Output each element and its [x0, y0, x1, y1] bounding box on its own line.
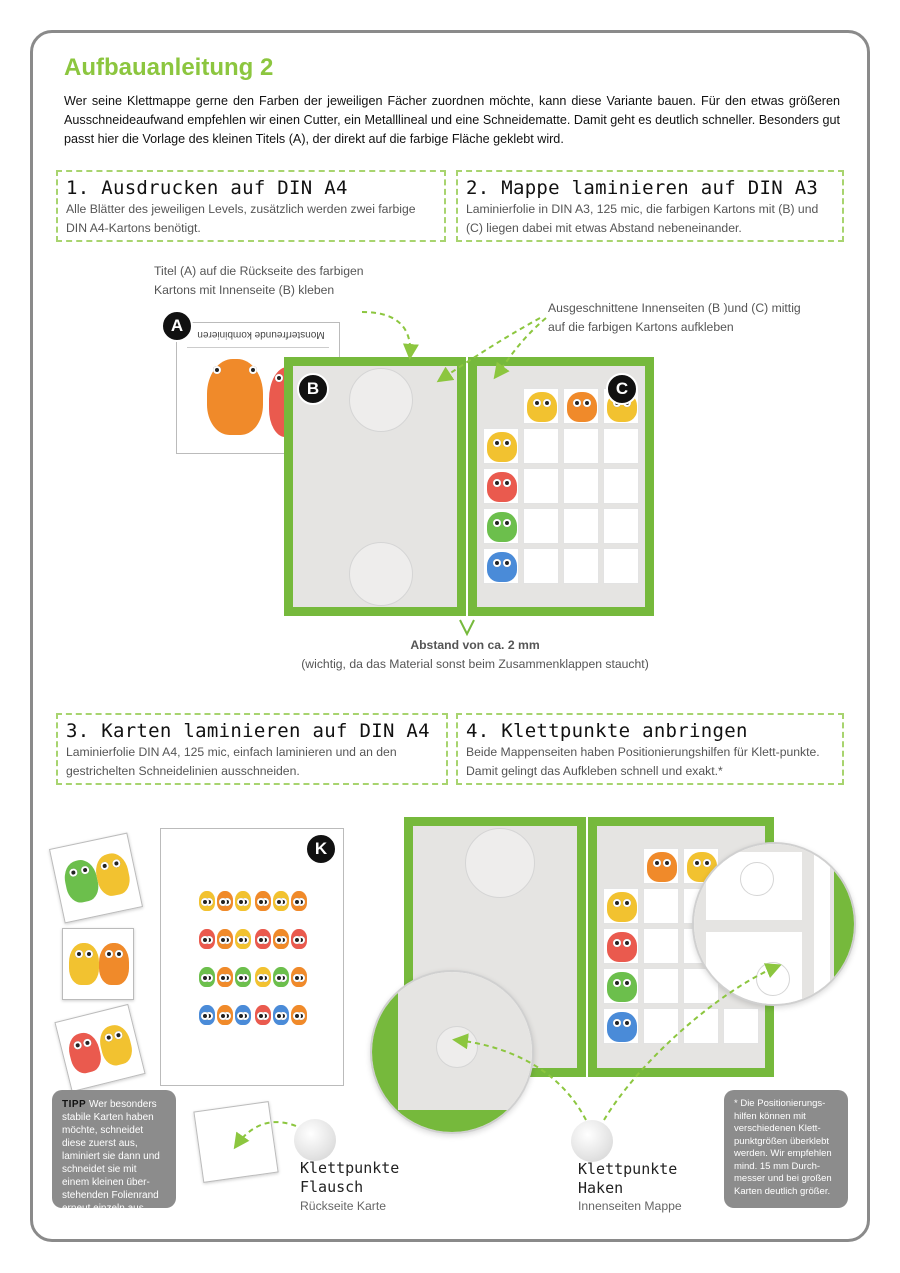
badge-k: K	[305, 833, 337, 865]
velcro-hook-sub: Innenseiten Mappe	[578, 1199, 682, 1213]
step-3-title: 3. Karten laminieren auf DIN A4	[66, 720, 430, 742]
tip-text: Wer besonders stabile Karten haben möchte, schneidet diese zuerst aus, laminiert sie dann und schneidet sie mit einem kleinen über-stehenden Folienrand erneut einzeln aus.	[62, 1099, 160, 1214]
badge-b: B	[297, 373, 329, 405]
badge-a: A	[161, 310, 193, 342]
page-title: Aufbauanleitung 2	[64, 54, 274, 81]
velcro-hook-label2: Haken	[578, 1179, 624, 1197]
step-2-title: 2. Mappe laminieren auf DIN A3	[466, 177, 819, 199]
intro-text: Wer seine Klettmappe gerne den Farben der jeweiligen Fächer zuordnen möchte, kann diese Variante bauen. Für den etwas größeren Ausschneideaufwand empfehlen wir einen Cutter, ein Metalllineal und eine Schneidematte. Damit geht es deutlich schneller. Besonders gut passt hier die Vorlage des kleinen Titels (A), der direkt auf die farbige Fläche geklebt wird.	[64, 94, 840, 146]
badge-c: C	[606, 373, 638, 405]
tip-label: TIPP	[62, 1099, 87, 1110]
velcro-soft-label1: Klettpunkte	[300, 1159, 400, 1177]
step-3-text: Laminierfolie DIN A4, 125 mic, einfach laminieren und an den gestrichelten Schneidelinien ausschneiden.	[66, 745, 397, 778]
step-1-text: Alle Blätter des jeweiligen Levels, zusätzlich werden zwei farbige DIN A4-Kartons benötigt.	[66, 202, 416, 235]
step-4-text: Beide Mappenseiten haben Positionierungshilfen für Klett-punkte. Damit gelingt das Aufkleben schnell und exakt.*	[466, 745, 820, 778]
gap-marker	[460, 620, 474, 634]
arrow-hook-right	[604, 966, 778, 1120]
gap-caption-note: (wichtig, da das Material sonst beim Zusammenklappen staucht)	[301, 657, 649, 671]
caption-title-a: Titel (A) auf die Rückseite des farbigen Kartons mit Innenseite (B) kleben	[154, 264, 364, 297]
velcro-hook-label1: Klettpunkte	[578, 1160, 678, 1178]
caption-inner-pages: Ausgeschnittene Innenseiten (B )und (C) mittig auf die farbigen Kartons aufkleben	[548, 301, 801, 334]
step-4-title: 4. Klettpunkte anbringen	[466, 720, 748, 742]
step-1-title: 1. Ausdrucken auf DIN A4	[66, 177, 348, 199]
step-2-text: Laminierfolie in DIN A3, 125 mic, die farbigen Kartons mit (B) und (C) liegen dabei mit etwas Abstand nebeneinander.	[466, 202, 819, 235]
velcro-soft-sub: Rückseite Karte	[300, 1199, 387, 1213]
arrow-inner-c	[496, 318, 546, 376]
arrow-hook-left	[456, 1040, 586, 1120]
arrow-title-a	[362, 312, 410, 356]
gap-caption-bold: Abstand von ca. 2 mm	[410, 638, 540, 652]
footnote-box: * Die Positionierungs-hilfen können mit verschiedenen Klett-punktgrößen überklebt werden. Wir empfehlen mind. 15 mm Durch-messer und bei großen Karten deutlich größer.	[724, 1090, 848, 1208]
arrow-card-back	[236, 1122, 296, 1146]
title-sheet-a-heading: Monsterfreunde kombinieren	[197, 329, 325, 340]
velcro-soft-label2: Flausch	[300, 1178, 364, 1196]
arrow-inner-b	[440, 318, 540, 380]
